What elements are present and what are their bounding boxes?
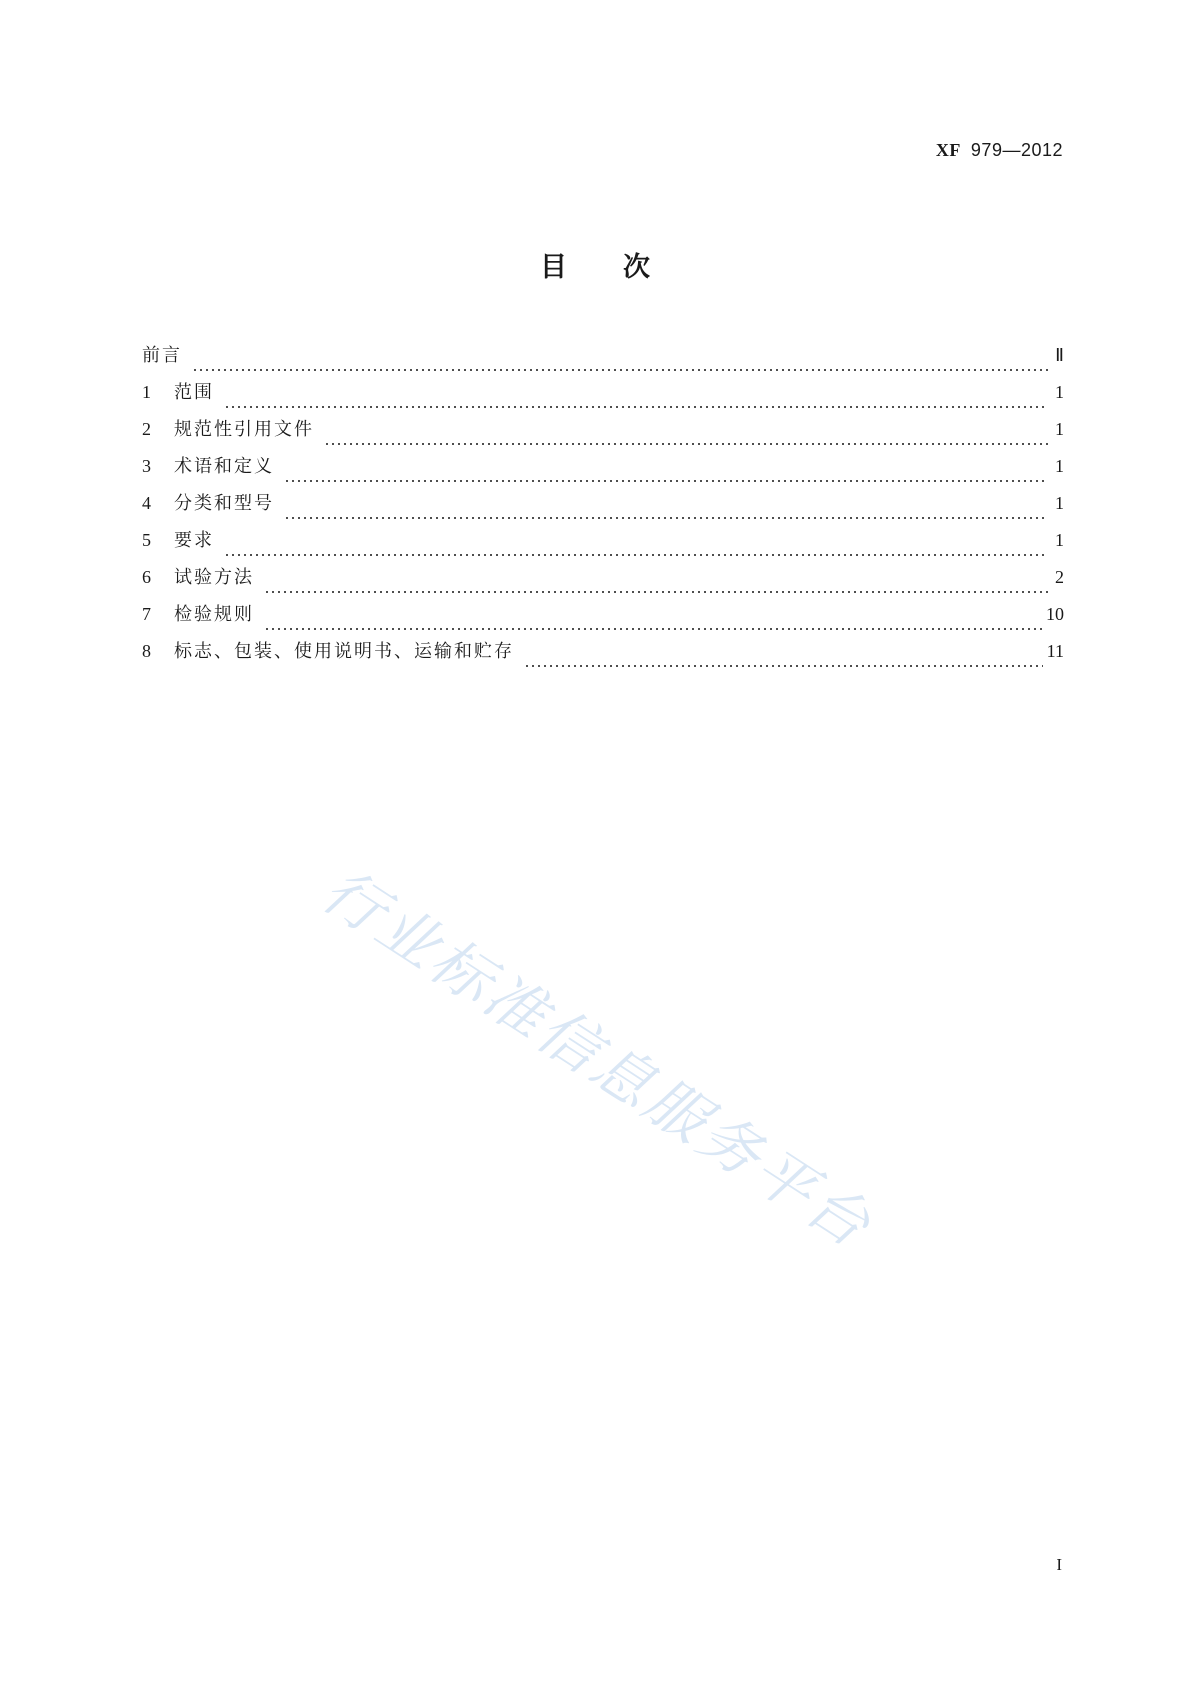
toc-entry-marking-packaging[interactable] [142,637,1064,674]
dot-leader [284,465,1048,483]
toc-entry-page: 2 [1055,567,1064,587]
dot-leader [224,391,1048,409]
toc-entry-scope[interactable] [142,378,1064,415]
toc-entry-label: 术语和定义 [174,456,274,477]
toc-entry-page: 1 [1055,456,1064,476]
standard-prefix: XF [935,140,961,160]
page-number: I [1056,1555,1062,1574]
toc-entry-requirements[interactable] [142,526,1064,563]
dot-leader [284,502,1048,520]
standard-code [936,140,1063,161]
toc-entry-label: 范围 [174,382,214,403]
toc-entry-label: 前言 [142,345,182,366]
toc-entry-foreword[interactable] [142,341,1064,378]
toc-entry-label: 要求 [174,530,214,551]
toc-entry-page: 1 [1055,493,1064,513]
table-of-contents [142,341,1064,674]
toc-entry-number: 5 [142,530,151,550]
toc-entry-number: 7 [142,604,151,624]
toc-entry-label: 检验规则 [174,604,254,625]
toc-entry-normative-references[interactable] [142,415,1064,452]
toc-entry-page: 1 [1055,382,1064,402]
dot-leader [524,650,1043,668]
toc-entry-page: 1 [1055,419,1064,439]
toc-entry-inspection-rules[interactable] [142,600,1064,637]
toc-entry-number: 8 [142,641,151,661]
toc-entry-test-methods[interactable] [142,563,1064,600]
toc-entry-classification[interactable] [142,489,1064,526]
toc-entry-number: 6 [142,567,151,587]
page-title: 目次 [540,252,706,283]
toc-entry-number: 4 [142,493,151,513]
toc-entry-page: 11 [1046,641,1064,661]
dot-leader [192,354,1048,372]
dot-leader [324,428,1048,446]
toc-entry-page: 10 [1046,604,1064,624]
dot-leader [224,539,1048,557]
watermark: 行业标准信息服务平台 [309,855,885,1263]
standard-number: 979—2012 [970,140,1063,160]
toc-entry-label: 规范性引用文件 [174,419,314,440]
dot-leader [264,576,1048,594]
toc-entry-page: Ⅱ [1055,345,1064,365]
toc-entry-terms-definitions[interactable] [142,452,1064,489]
toc-entry-label: 分类和型号 [174,493,274,514]
toc-entry-number: 3 [142,456,151,476]
toc-entry-number: 2 [142,419,151,439]
toc-entry-label: 试验方法 [174,567,254,588]
toc-entry-label: 标志、包装、使用说明书、运输和贮存 [174,641,514,662]
toc-entry-number: 1 [142,382,151,402]
dot-leader [264,613,1042,631]
toc-entry-page: 1 [1055,530,1064,550]
